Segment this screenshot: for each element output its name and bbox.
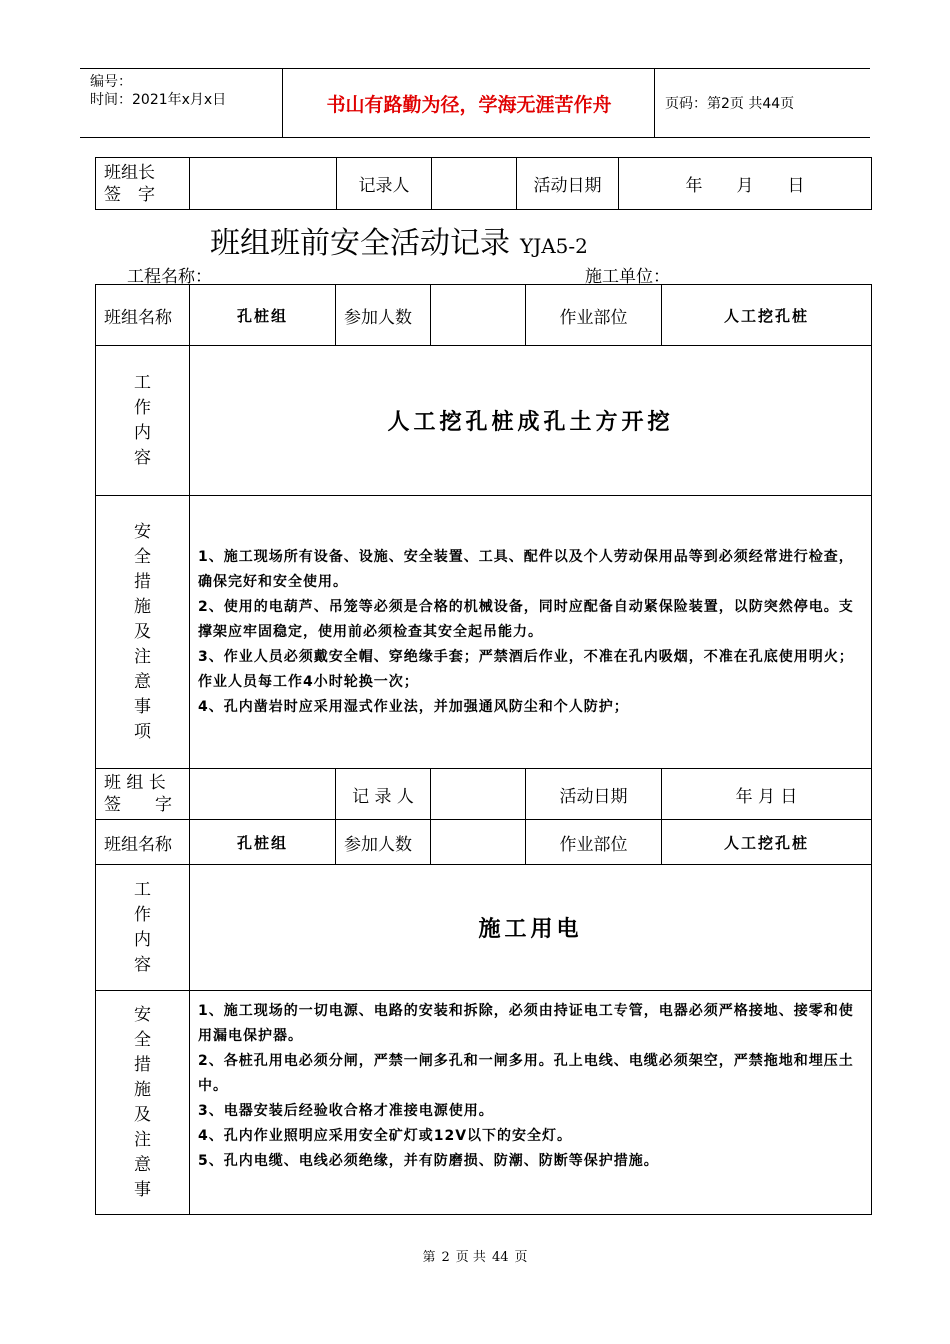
- measure-item: 4、孔内作业照明应采用安全矿灯或12V以下的安全灯。: [198, 1128, 573, 1144]
- attendees-label-2: 参加人数: [336, 820, 431, 865]
- footer-page-number: 2: [441, 1250, 450, 1265]
- safety-record-table: [95, 284, 872, 1215]
- header-meta: [80, 69, 283, 137]
- work-content-label: 工 作 内 容: [96, 346, 190, 496]
- measure-item: 4、孔内凿岩时应采用湿式作业法，并加强通风防尘和个人防护；: [198, 698, 629, 715]
- recorder-label: 记录人: [337, 158, 432, 210]
- section1-info-row: [96, 285, 872, 346]
- measure-item: 1、施工现场的一切电源、电路的安装和拆除，必须由持证电工专管，电器必须严格接地、接零和使用漏电保护器。: [198, 1003, 854, 1044]
- work-area-value-2[interactable]: 人工挖孔桩: [662, 820, 872, 865]
- recorder-field[interactable]: [432, 158, 517, 210]
- attendees-value[interactable]: [431, 285, 526, 346]
- measure-item: 5、孔内电缆、电线必须绝缘，并有防磨损、防潮、防断等保护措施。: [198, 1153, 659, 1169]
- team-name-value-2[interactable]: 孔桩组: [190, 820, 336, 865]
- leader-sign-label: 班组长 签 字: [96, 158, 190, 210]
- measure-item: 3、作业人员必须戴安全帽、穿绝缘手套；严禁酒后作业，不准在孔内吸烟，不准在孔底使用明火；作业人员每工作4小时轮换一次；: [198, 648, 854, 690]
- header-motto: 书山有路勤为径，学海无涯苦作舟: [284, 69, 655, 137]
- header-page-info: 页码：第2页 共44页: [665, 96, 795, 112]
- recorder-label-2: 记 录 人: [336, 769, 431, 820]
- safety-measures-text[interactable]: [190, 496, 872, 769]
- page-title: 班组班前安全活动记录 YJA5-2: [210, 226, 588, 261]
- page-footer: 第 2 页 共 44 页: [422, 1250, 528, 1265]
- leader-sign-label-2: 班 组 长 签 字: [96, 769, 190, 820]
- work-content-value[interactable]: 人工挖孔桩成孔土方开挖: [190, 346, 872, 496]
- project-name-label: 工程名称：: [127, 267, 212, 287]
- activity-date-value-2[interactable]: 年 月 日: [662, 769, 872, 820]
- document-header: [80, 68, 870, 138]
- activity-date-value[interactable]: 年 月 日: [619, 158, 872, 210]
- recorder-field-2[interactable]: [431, 769, 526, 820]
- safety-measures-label: 安 全 措 施 及 注 意 事 项: [96, 496, 190, 769]
- safety-measures-text-2[interactable]: [190, 991, 872, 1215]
- attendees-label: 参加人数: [336, 285, 431, 346]
- leader-sign-field-2[interactable]: [190, 769, 336, 820]
- footer-total-pages: 44: [491, 1250, 509, 1265]
- leader-sign-field[interactable]: [190, 158, 337, 210]
- team-name-label-2: 班组名称: [96, 820, 190, 865]
- measure-item: 2、使用的电葫芦、吊笼等必须是合格的机械设备，同时应配备自动紧保险装置，以防突然停电。支撑架应牢固稳定，使用前必须检查其安全起吊能力。: [198, 598, 854, 640]
- work-content-value-2[interactable]: 施工用电: [190, 865, 872, 991]
- team-name-value[interactable]: 孔桩组: [190, 285, 336, 346]
- construction-unit-label: 施工单位：: [585, 267, 670, 287]
- time-label: 时间：2021年x月x日: [90, 92, 227, 108]
- safety-measures-label-2: 安 全 措 施 及 注 意 事: [96, 991, 190, 1215]
- mid-sign-row: [96, 769, 872, 820]
- work-area-label: 作业部位: [526, 285, 662, 346]
- form-code: YJA5-2: [520, 234, 588, 258]
- work-content-label-2: 工 作 内 容: [96, 865, 190, 991]
- section1-measures-row: [96, 496, 872, 769]
- work-area-value[interactable]: 人工挖孔桩: [662, 285, 872, 346]
- attendees-value-2[interactable]: [431, 820, 526, 865]
- work-area-label-2: 作业部位: [526, 820, 662, 865]
- measure-item: 1、施工现场所有设备、设施、安全装置、工具、配件以及个人劳动保用品等到必须经常进行检查，确保完好和安全使用。: [198, 548, 854, 590]
- team-name-label: 班组名称: [96, 285, 190, 346]
- section1-work-content-row: [96, 346, 872, 496]
- activity-date-label-2: 活动日期: [526, 769, 662, 820]
- section2-info-row: [96, 820, 872, 865]
- section2-work-content-row: [96, 865, 872, 991]
- section2-measures-row: [96, 991, 872, 1215]
- measure-item: 3、电器安装后经验收合格才准接电源使用。: [198, 1103, 494, 1119]
- activity-date-label: 活动日期: [517, 158, 619, 210]
- number-label: 编号：: [90, 74, 132, 90]
- measure-item: 2、各桩孔用电必须分闸，严禁一闸多孔和一闸多用。孔上电线、电缆必须架空，严禁拖地和埋压土中。: [198, 1053, 854, 1094]
- top-sign-table: [95, 157, 872, 210]
